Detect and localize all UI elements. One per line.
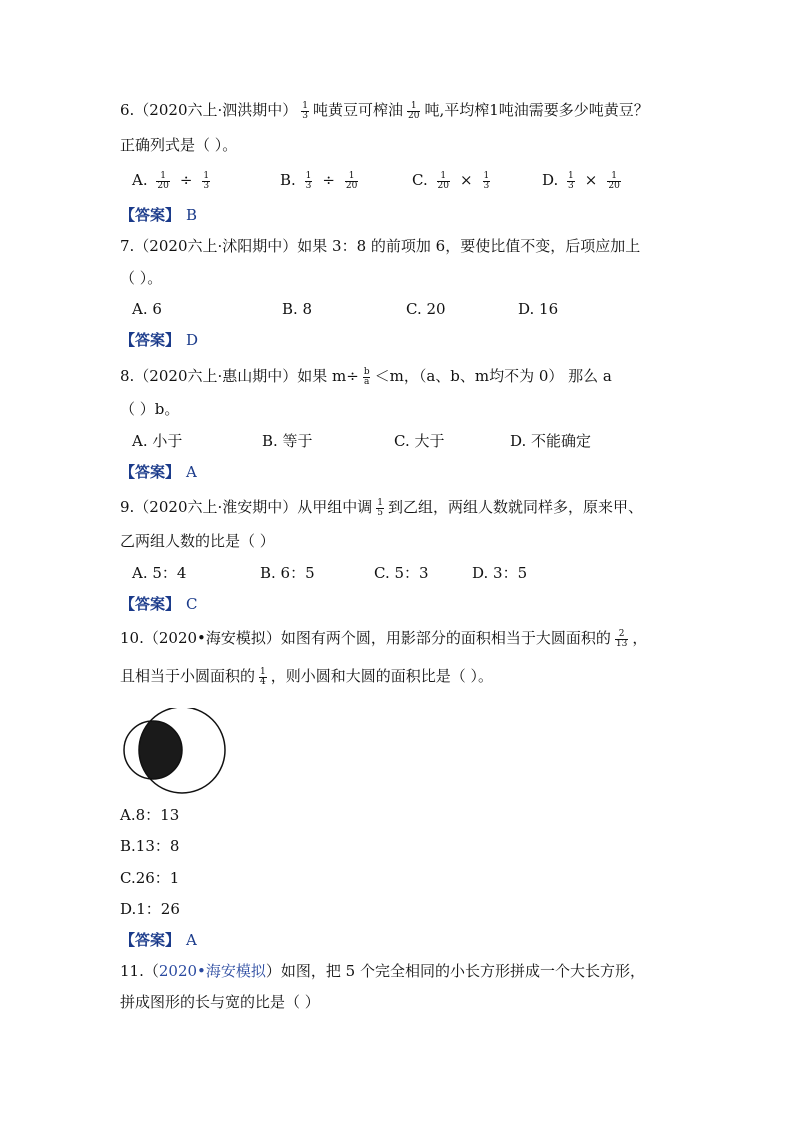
q7-option-d: D. 16: [518, 300, 559, 318]
q8-option-d: D. 不能确定: [510, 432, 592, 450]
q9-option-d: D. 3：5: [472, 564, 528, 582]
q9-answer: 【答案】 C: [120, 595, 198, 613]
q8-line1: 8.（2020六上·惠山期中）如果 m÷ $\frac{b}{a}$ ＜m，（a、b、m均不为 0） 那么 a: [120, 366, 612, 387]
q6-answer: 【答案】 B: [120, 206, 198, 224]
q8-option-a: A. 小于: [132, 432, 183, 450]
q7-option-a: A. 6: [132, 300, 162, 318]
q10-fraction-1: $\frac{2}{13}$: [615, 628, 628, 649]
q9-line2: 乙两组人数的比是（ ）: [120, 532, 275, 550]
q11-line2: 拼成图形的长与宽的比是（ ）: [120, 993, 320, 1011]
q9-line1: 9.（2020六上·淮安期中）从甲组中调 $\frac{1}{5}$ 到乙组，两组人数就同样多，原来甲、: [120, 497, 644, 518]
q7-line1: 7.（2020六上·沭阳期中）如果 3：8 的前项加 6，要使比值不变，后项应加上: [120, 237, 641, 255]
q9-option-c: C. 5：3: [374, 564, 429, 582]
q6-option-d: D. $\frac{1}{3}$ × $\frac{1}{20}$: [542, 170, 620, 191]
q6-fraction-2: $\frac{1}{20}$: [408, 100, 420, 121]
q6-option-c: C. $\frac{1}{20}$ × $\frac{1}{3}$: [412, 170, 490, 191]
q8-answer: 【答案】 A: [120, 463, 197, 481]
q8-line2: （ ）b。: [120, 400, 180, 418]
q10-answer: 【答案】 A: [120, 931, 197, 949]
q7-line2: （ ）。: [120, 269, 163, 287]
q7-option-c: C. 20: [406, 300, 446, 318]
q6-option-a: A. $\frac{1}{20}$ ÷ $\frac{1}{3}$: [132, 170, 210, 191]
q6-line2: 正确列式是（ ）。: [120, 136, 238, 154]
q9-option-a: A. 5：4: [132, 564, 187, 582]
q10-option-a: A.8：13: [120, 806, 180, 824]
q9-fraction: $\frac{1}{5}$: [377, 497, 383, 518]
q10-fraction-2: $\frac{1}{4}$: [260, 666, 266, 687]
q6-fraction-1: $\frac{1}{3}$: [302, 100, 308, 121]
q10-line2: 且相当于小圆面积的 $\frac{1}{4}$ ，则小圆和大圆的面积比是（ ）。: [120, 666, 494, 687]
q10-option-c: C.26：1: [120, 869, 180, 887]
venn-circles-figure: [120, 708, 240, 794]
q6-prefix: 6.（2020六上·泗洪期中）: [120, 101, 298, 119]
q11-source: 2020•海安模拟: [158, 962, 266, 980]
q11-line1: 11.（2020•海安模拟）如图，把 5 个完全相同的小长方形拼成一个大长方形，: [120, 962, 645, 980]
q8-fraction: $\frac{b}{a}$: [363, 366, 370, 387]
q10-option-b: B.13：8: [120, 837, 180, 855]
q10-line1: 10.（2020•海安模拟）如图有两个圆，用影部分的面积相当于大圆面积的 $\frac{2}{13}$ ，: [120, 628, 648, 649]
q10-option-d: D.1：26: [120, 900, 180, 918]
q6-line1: 6.（2020六上·泗洪期中） $\frac{1}{3}$ 吨黄豆可榨油 $\frac{1}{20}$ 吨,平均榨1吨油需要多少吨黄豆？: [120, 100, 649, 121]
q8-option-c: C. 大于: [394, 432, 445, 450]
q6-option-b: B. $\frac{1}{3}$ ÷ $\frac{1}{20}$: [280, 170, 358, 191]
q8-option-b: B. 等于: [262, 432, 313, 450]
q7-answer: 【答案】 D: [120, 331, 199, 349]
q7-option-b: B. 8: [282, 300, 313, 318]
q9-option-b: B. 6：5: [260, 564, 315, 582]
